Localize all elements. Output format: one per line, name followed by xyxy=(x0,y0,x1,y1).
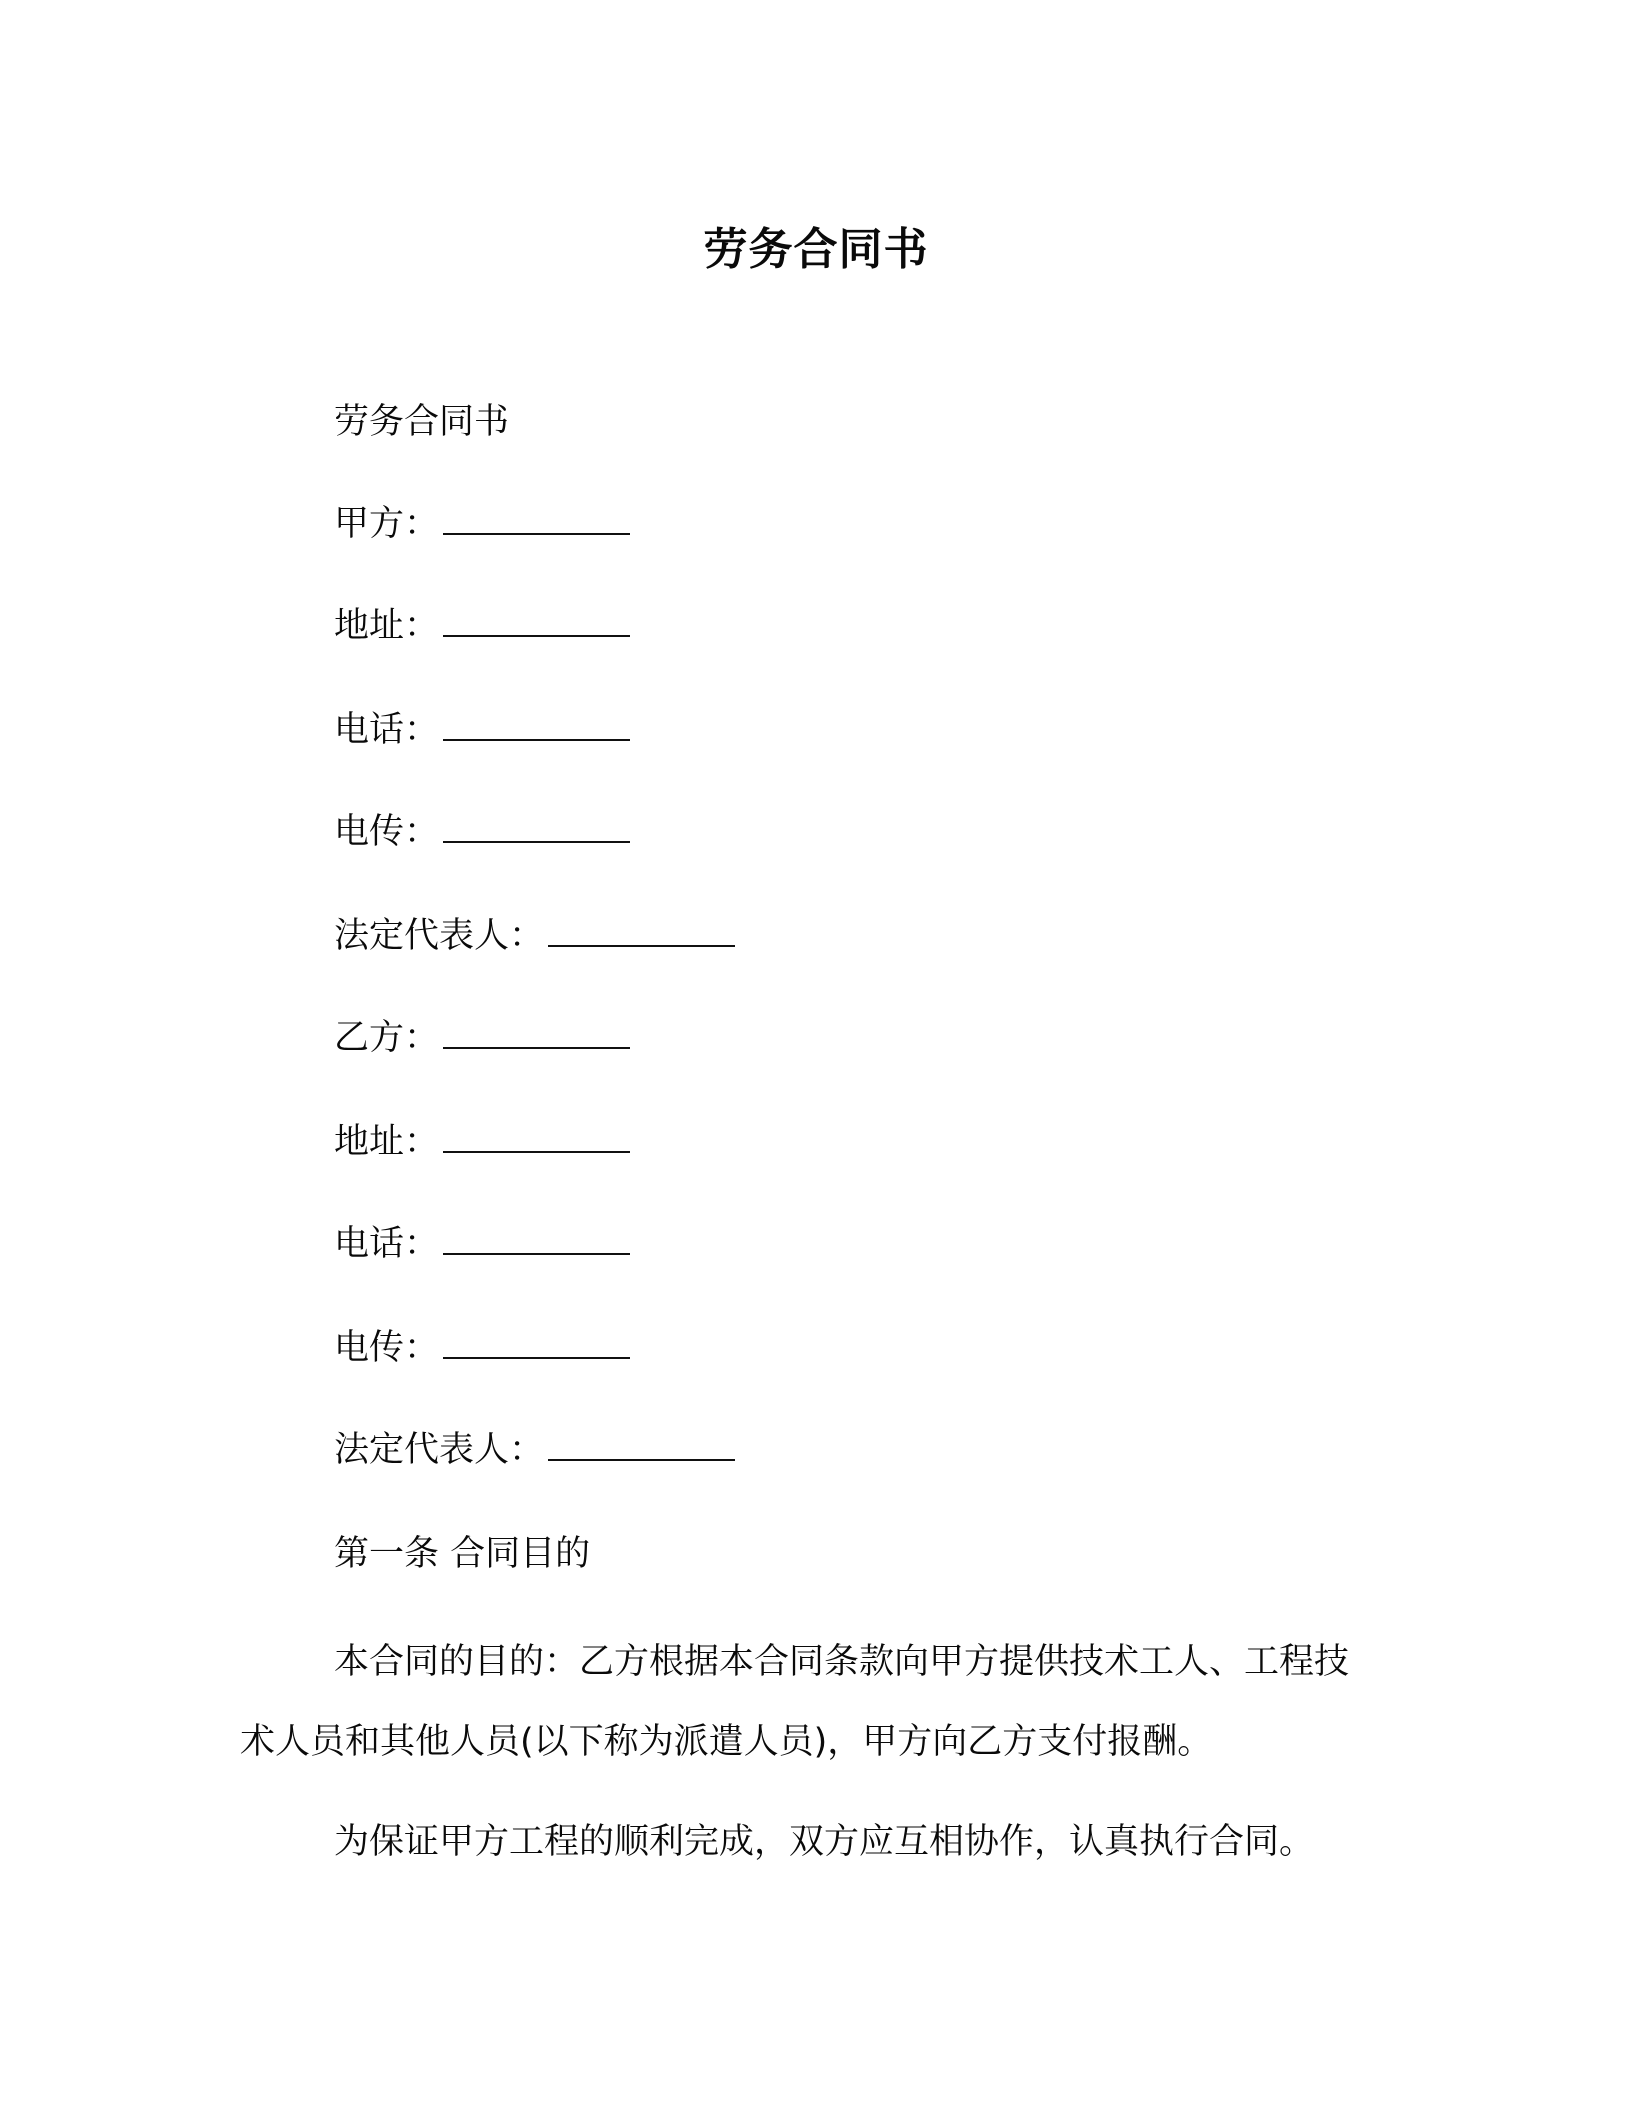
party-b-legal-rep-field xyxy=(334,1426,735,1474)
party-b-fax-field xyxy=(334,1324,630,1372)
party-b-address-blank xyxy=(443,1121,630,1153)
party-b-name-field xyxy=(334,1014,630,1062)
party-a-legal-rep-label: 法定代表人： xyxy=(334,916,545,956)
party-a-name-label: 甲方： xyxy=(334,504,440,544)
article-1-paragraph-2: 为保证甲方工程的顺利完成，双方应互相协作，认真执行合同。 xyxy=(334,1822,1315,1862)
party-a-fax-field xyxy=(334,808,630,856)
party-a-fax-label: 电传： xyxy=(334,812,440,852)
party-b-address-label: 地址： xyxy=(334,1122,440,1162)
document-title: 劳务合同书 xyxy=(703,224,929,275)
party-b-name-label: 乙方： xyxy=(334,1018,440,1058)
party-b-phone-field xyxy=(334,1220,630,1268)
party-a-address-blank xyxy=(443,605,630,637)
party-a-phone-field xyxy=(334,706,630,754)
party-b-legal-rep-label: 法定代表人： xyxy=(334,1430,545,1470)
party-b-phone-blank xyxy=(443,1223,630,1255)
party-b-address-field xyxy=(334,1118,630,1166)
party-a-fax-blank xyxy=(443,811,630,843)
party-b-name-blank xyxy=(443,1017,630,1049)
party-a-legal-rep-blank xyxy=(548,915,735,947)
party-b-phone-label: 电话： xyxy=(334,1224,440,1264)
party-b-fax-label: 电传： xyxy=(334,1328,440,1368)
party-a-name-field xyxy=(334,500,630,548)
party-a-address-field xyxy=(334,602,630,650)
party-a-address-label: 地址： xyxy=(334,606,440,646)
party-b-fax-blank xyxy=(443,1327,630,1359)
article-1-heading: 第一条 合同目的 xyxy=(334,1534,591,1574)
party-b-legal-rep-blank xyxy=(548,1429,735,1461)
party-a-legal-rep-field xyxy=(334,912,735,960)
article-1-paragraph-1: 本合同的目的：乙方根据本合同条款向甲方提供技术工人、工程技术人员和其他人员(以下称为派遣人员)，甲方向乙方支付报酬。 xyxy=(240,1642,1350,1762)
party-a-phone-blank xyxy=(443,709,630,741)
party-a-phone-label: 电话： xyxy=(334,710,440,750)
document-heading: 劳务合同书 xyxy=(334,402,510,442)
party-a-name-blank xyxy=(443,503,630,535)
